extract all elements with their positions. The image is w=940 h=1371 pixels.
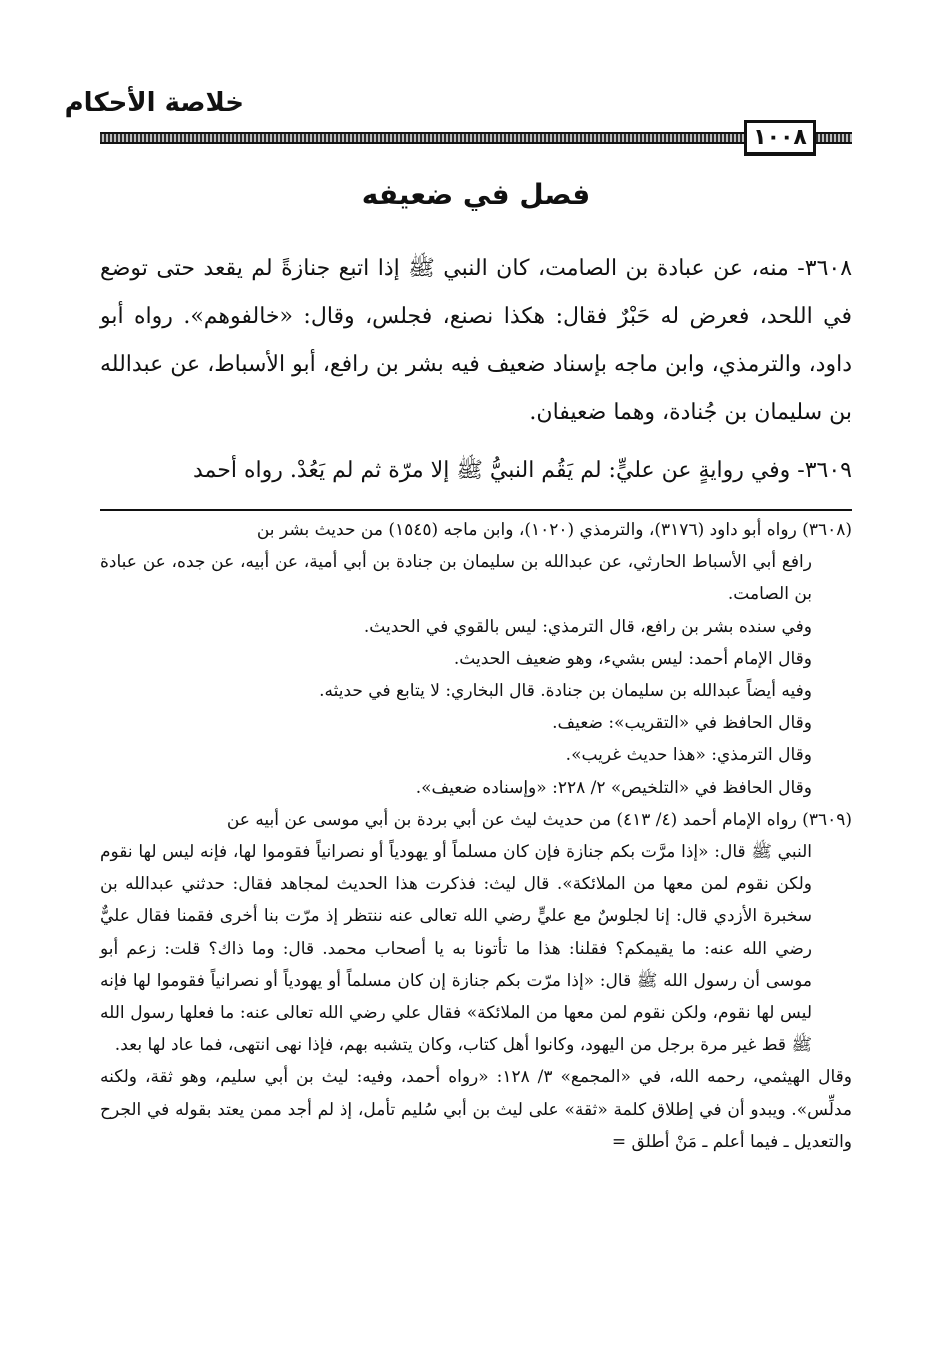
footnote-3609-head: (٣٦٠٩) رواه الإمام أحمد (٤/ ٤١٣) من حديث ليث عن أبي بردة بن أبي موسى عن أبيه عن [226,809,852,830]
footnote-3608-line: وقال الترمذي: «هذا حديث غريب». [565,745,812,766]
hadith-3608: ٣٦٠٨- منه، عن عبادة بن الصامت، كان النبي ﷺ إذا اتبع جنازةً لم يقعد حتى توضع في اللحد، فعرض له حَبْرٌ فقال: هكذا نصنع، فجلس، وقال: «خالفوهم». رواه أبو داود، والترمذي، وابن ماجه بإسناد ضعيف فيه بشر بن رافع، أبو الأسباط، عن عبدالله بن سليمان بن جُنادة، وهما ضعيفان. [100,256,853,425]
footnote-3608-line: وقال الحافظ في «التقريب»: ضعيف. [552,713,812,734]
hadith-3609: ٣٦٠٩- وفي روايةٍ عن عليٍّ: لم يَقُم النبيُّ ﷺ إلا مرّة ثم لم يَعُدْ. رواه أحمد [193,458,852,483]
footnote-3608-head: (٣٦٠٨) رواه أبو داود (٣١٧٦)، والترمذي (١٠٢٠)، وابن ماجه (١٥٤٥) من حديث بشر بن [256,520,852,540]
main-text [100,245,852,495]
footnote-3608-line: وفيه أيضاً عبدالله بن سليمان بن جنادة. قال البخاري: لا يتابع في حديثه. [319,681,812,702]
footnote-3609-continuation: النبي ﷺ قال: «إذا مرَّت بكم جنازة فإن كان مسلماً أو يهودياً أو نصرانياً فقوموا لها، فإنه ليس لها نقوم ولكن نقوم لمن معها من الملائكة». قال ليث: فذكرت هذا الحديث لمجاهد فقال: حدثني عبدالله بن سخبرة الأزدي قال: إنا لجلوسٌ مع عليٍّ رضي الله تعالى عنه ننتظر إذ مرّت بنا أخرى فقمنا فقال عليٌّ رضي الله عنه: ما يقيمكم؟ فقلنا: هذا ما تأتونا به يا أصحاب محمد. قال: وما ذاك؟ قلت: زعم أبو موسى أن رسول الله ﷺ قال: «إذا مرّت بكم جنازة إن كان مسلماً أو يهودياً أو نصرانياً فقوموا لها فإنه ليس لها نقوم، ولكن نقوم لمن معها من الملائكة» فقال علي رضي الله تعالى عنه: ما فعلها رسول الله ﷺ قط غير مرة برجل من اليهود، وكانوا أهل كتاب، وكان يتشبه بهم، فإذا نهى انتهى، فما عاد لها بعد. [100,842,812,1056]
footnote-3608-continuation: رافع أبي الأسباط الحارثي، عن عبدالله بن سليمان بن جنادة بن أبي أمية، عن أبيه، عن جده، عن عبادة بن الصامت. [100,552,812,605]
footnote-3608-line: وقال الحافظ في «التلخيص» ٢/ ٢٢٨: «وإسناده ضعيف». [415,777,812,798]
footnote-3608-line: وقال الإمام أحمد: ليس بشيء، وهو ضعيف الحديث. [453,648,812,669]
footnote-3608-line: وفي سنده بشر بن رافع، قال الترمذي: ليس بالقوي في الحديث. [363,616,812,637]
page-number: ١٠٠٨ [744,120,816,156]
footnote-separator [100,509,852,511]
footnotes [100,514,852,1158]
section-title: فصل في ضعيفه [361,178,591,211]
running-title: خلاصة الأحكام [64,88,244,118]
header-rule [100,132,852,144]
footnote-3609-haythami: وقال الهيثمي، رحمه الله، في «المجمع» ٣/ ١٢٨: «رواه أحمد، وفيه: ليث بن أبي سليم، وهو ثقة، ولكنه مدلِّس». ويبدو أن في إطلاق كلمة «ثقة» على ليث بن أبي سُليم تأمل، إذ لم أجد ممن يعتد بقوله في الجرح والتعديل ـ فيما أعلم ـ مَنْ أطلق = [100,1067,852,1152]
